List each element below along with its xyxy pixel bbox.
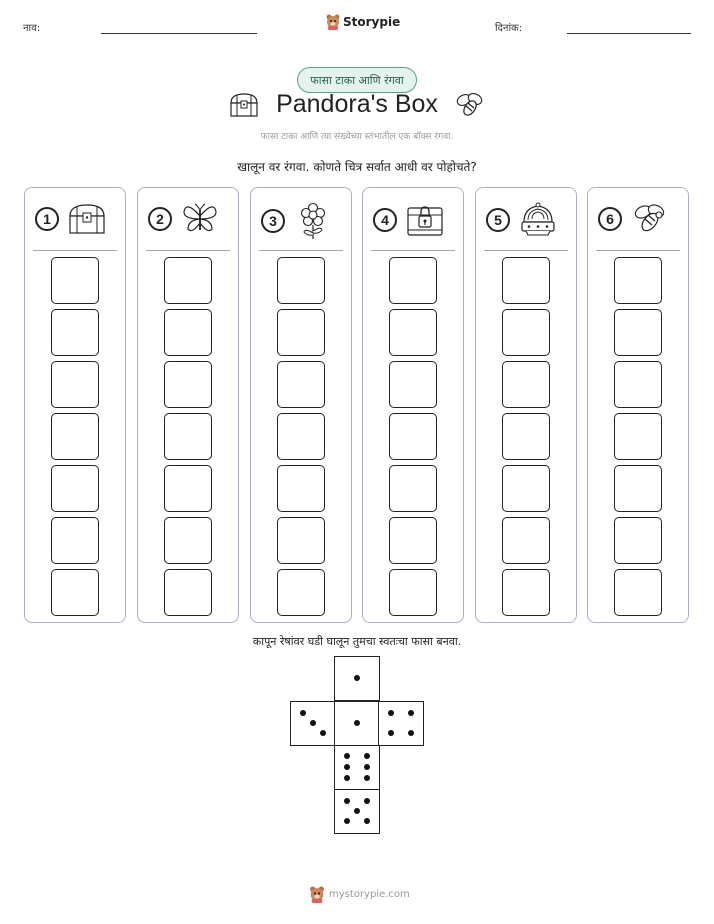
column-1 [24, 187, 126, 623]
column-5 [475, 187, 577, 623]
color-box[interactable] [614, 309, 662, 356]
storypie-logo [326, 14, 400, 30]
title-row [0, 90, 714, 119]
column-number: 2 [148, 207, 172, 231]
ornate-box-icon [518, 202, 558, 238]
color-box[interactable] [389, 569, 437, 616]
pip [320, 730, 326, 736]
cut-instruction: कापून रेषांवर घडी घालून तुमचा स्वतःचा फासा बनवा. [252, 635, 462, 648]
column-number: 1 [35, 207, 59, 231]
column-number: 4 [373, 208, 397, 232]
color-box[interactable] [164, 465, 212, 512]
color-box[interactable] [614, 413, 662, 460]
column-header [35, 202, 107, 236]
pip [364, 818, 370, 824]
pip [344, 764, 350, 770]
die-face-1 [334, 656, 380, 701]
color-box[interactable] [614, 257, 662, 304]
color-box[interactable] [277, 413, 325, 460]
column-number: 3 [261, 209, 285, 233]
treasure-chest-icon [67, 202, 107, 236]
color-box[interactable] [502, 465, 550, 512]
bear-icon [326, 14, 340, 30]
color-box[interactable] [51, 569, 99, 616]
column-3 [250, 187, 352, 623]
color-box[interactable] [51, 257, 99, 304]
butterfly-icon [180, 202, 220, 236]
treasure-chest-icon [228, 91, 260, 119]
pip [388, 710, 394, 716]
color-box[interactable] [502, 413, 550, 460]
color-box[interactable] [389, 413, 437, 460]
color-box[interactable] [389, 257, 437, 304]
color-box[interactable] [51, 517, 99, 564]
column-divider [484, 250, 568, 251]
die-face-3 [290, 701, 336, 746]
color-box[interactable] [502, 309, 550, 356]
column-divider [146, 250, 230, 251]
color-box[interactable] [277, 361, 325, 408]
color-box[interactable] [389, 361, 437, 408]
name-label: नाव: [23, 23, 41, 34]
footer-url[interactable]: mystorypie.com [329, 889, 410, 900]
pip [354, 675, 360, 681]
color-box[interactable] [389, 309, 437, 356]
date-line [567, 33, 691, 34]
color-box[interactable] [389, 517, 437, 564]
color-box[interactable] [277, 569, 325, 616]
column-number: 5 [486, 208, 510, 232]
color-box[interactable] [164, 361, 212, 408]
color-box[interactable] [389, 465, 437, 512]
column-header [598, 202, 670, 236]
color-box[interactable] [614, 517, 662, 564]
color-box[interactable] [614, 361, 662, 408]
column-2 [137, 187, 239, 623]
column-divider [371, 250, 455, 251]
bear-icon [309, 886, 325, 903]
column-divider [259, 250, 343, 251]
instruction: खालून वर रंगवा. कोणते चित्र सर्वात आधी वर पोहोचते? [237, 160, 477, 174]
color-box[interactable] [502, 257, 550, 304]
pip [364, 764, 370, 770]
pip [344, 775, 350, 781]
color-box[interactable] [614, 569, 662, 616]
column-header [373, 202, 445, 238]
column-number: 6 [598, 207, 622, 231]
pip [364, 775, 370, 781]
color-box[interactable] [277, 257, 325, 304]
pip [408, 730, 414, 736]
pip [364, 753, 370, 759]
pip [300, 710, 306, 716]
pip [408, 710, 414, 716]
date-label: दिनांक: [495, 23, 523, 34]
brand-name: Storypie [343, 15, 401, 29]
footer [309, 886, 410, 903]
column-4 [362, 187, 464, 623]
color-box[interactable] [164, 413, 212, 460]
name-line [101, 33, 257, 34]
column-divider [596, 250, 680, 251]
color-box[interactable] [502, 517, 550, 564]
column-divider [33, 250, 117, 251]
pip [354, 808, 360, 814]
color-box[interactable] [277, 309, 325, 356]
color-box[interactable] [51, 309, 99, 356]
pip [364, 798, 370, 804]
pip [344, 753, 350, 759]
color-box[interactable] [164, 257, 212, 304]
die-face-6 [334, 745, 380, 790]
column-header [148, 202, 220, 236]
pip [344, 818, 350, 824]
pip [344, 798, 350, 804]
color-box[interactable] [164, 569, 212, 616]
column-header [261, 202, 333, 240]
pip [354, 720, 360, 726]
pip [388, 730, 394, 736]
color-box[interactable] [502, 569, 550, 616]
flower-icon [293, 202, 333, 240]
locked-box-icon [405, 202, 445, 238]
column-header [486, 202, 558, 238]
die-face-1 [334, 701, 380, 746]
subtitle: फासा टाका आणि त्या संख्येच्या स्तंभातील एक बॉक्स रंगवा. [260, 132, 454, 142]
page-title: Pandora's Box [276, 90, 438, 118]
pip [310, 720, 316, 726]
color-box[interactable] [502, 361, 550, 408]
color-box[interactable] [277, 517, 325, 564]
die-face-5 [334, 789, 380, 834]
color-box[interactable] [614, 465, 662, 512]
activity-tag: फासा टाका आणि रंगवा [297, 67, 417, 93]
color-box[interactable] [277, 465, 325, 512]
die-face-4 [378, 701, 424, 746]
column-6 [587, 187, 689, 623]
color-box[interactable] [51, 361, 99, 408]
color-box[interactable] [51, 413, 99, 460]
color-box[interactable] [164, 517, 212, 564]
bee-icon [630, 202, 670, 236]
color-box[interactable] [51, 465, 99, 512]
color-box[interactable] [164, 309, 212, 356]
bee-icon [454, 91, 486, 119]
